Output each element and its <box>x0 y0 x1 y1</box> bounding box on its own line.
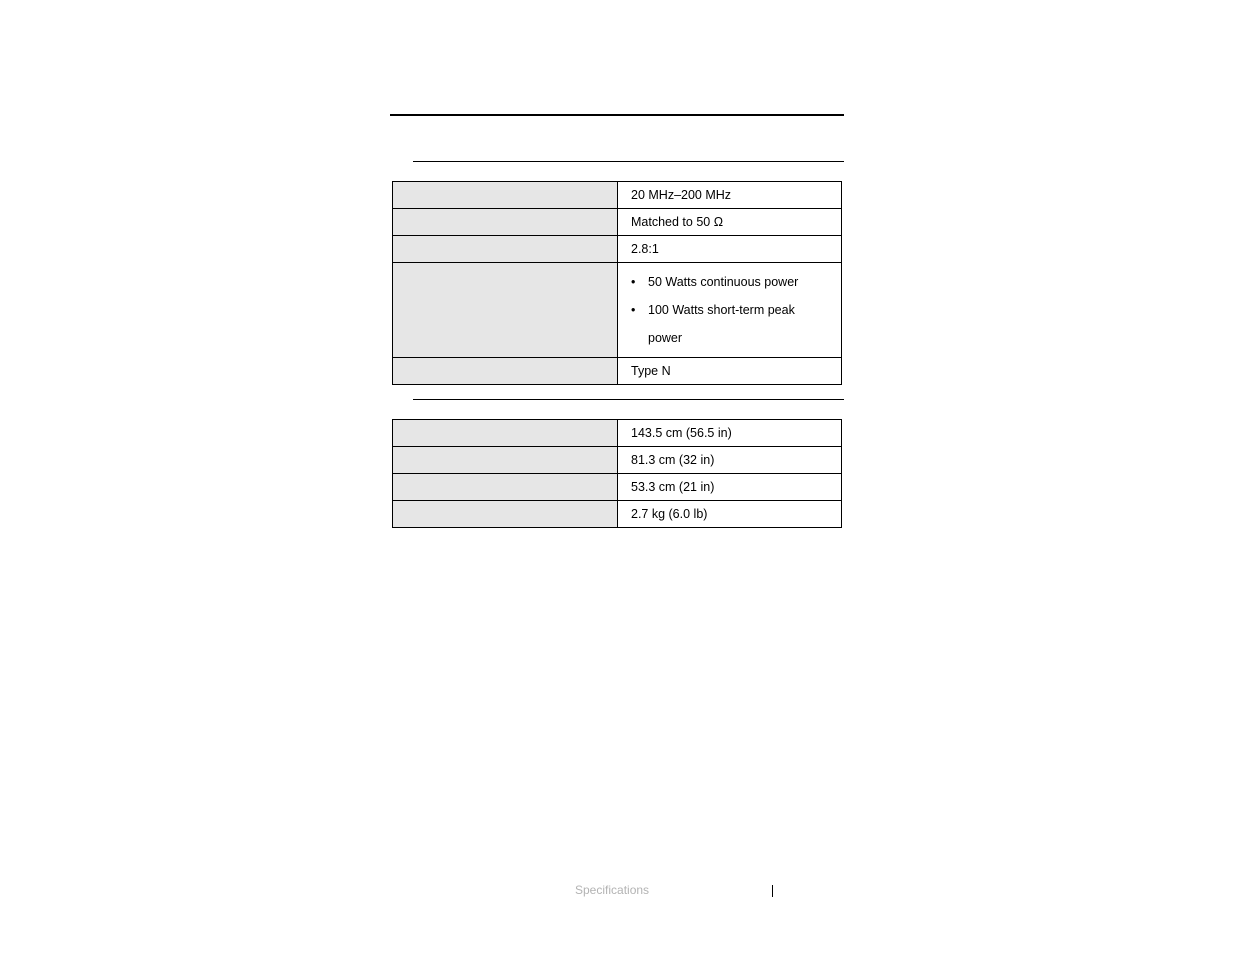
dimension-value: 81.3 cm (32 in) <box>618 447 842 474</box>
footer-separator <box>772 885 773 897</box>
table-row <box>393 447 842 474</box>
footer-section-name: Specifications <box>575 883 650 897</box>
section-divider-mechanical <box>413 399 844 400</box>
mechanical-specs-table <box>392 419 842 528</box>
impedance-value: Matched to 50 Ω <box>618 209 842 236</box>
dimension-value: 53.3 cm (21 in) <box>618 474 842 501</box>
spec-label <box>393 420 618 447</box>
spec-label <box>393 236 618 263</box>
frequency-range-value: 20 MHz–200 MHz <box>618 182 842 209</box>
list-item: • 50 Watts continuous power <box>631 268 828 296</box>
electrical-specs-table <box>392 181 842 385</box>
table-row <box>393 420 842 447</box>
table-row <box>393 182 842 209</box>
dimension-value: 143.5 cm (56.5 in) <box>618 420 842 447</box>
power-rating-value <box>618 263 842 358</box>
table-row <box>393 209 842 236</box>
spec-label <box>393 447 618 474</box>
connector-value: Type N <box>618 358 842 385</box>
table-row <box>393 474 842 501</box>
section-divider-electrical <box>413 161 844 162</box>
list-item: • 100 Watts short-term peak power <box>631 296 828 352</box>
spec-label <box>393 501 618 528</box>
spec-label <box>393 182 618 209</box>
top-header-rule <box>390 114 844 116</box>
spec-label <box>393 263 618 358</box>
spec-label <box>393 474 618 501</box>
spec-label <box>393 358 618 385</box>
spec-label <box>393 209 618 236</box>
table-row <box>393 263 842 358</box>
weight-value: 2.7 kg (6.0 lb) <box>618 501 842 528</box>
table-row <box>393 501 842 528</box>
vswr-value: 2.8:1 <box>618 236 842 263</box>
table-row <box>393 236 842 263</box>
power-rating-list <box>631 268 828 352</box>
table-row <box>393 358 842 385</box>
